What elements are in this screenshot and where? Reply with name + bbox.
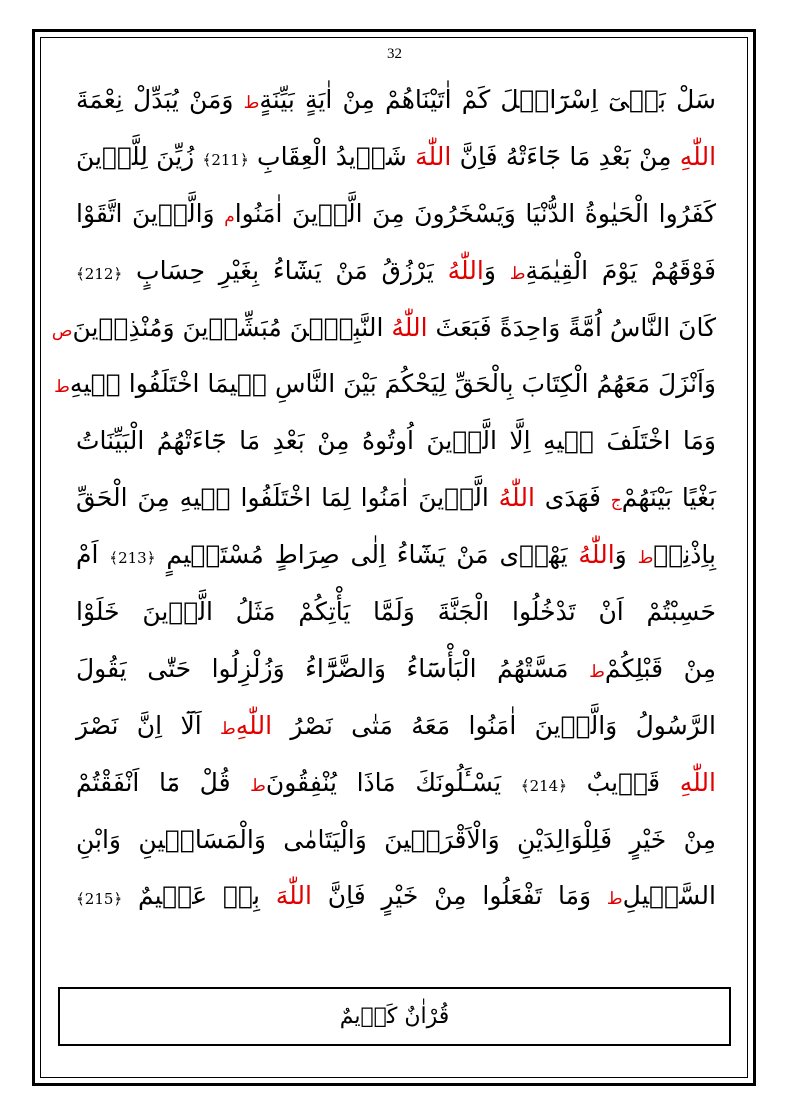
verse-segment: مِنْ خَيْرٍ فَلِلْوَالِدَيْنِ وَالْاَقْرَبٖينَ وَالْيَتَامٰى وَالْمَسَاكٖينِ وَابْنِ bbox=[76, 824, 716, 854]
divine-name: اللّٰهُ bbox=[578, 540, 615, 570]
verse-segment: يَرْزُقُ مَنْ يَشَٓاءُ بِغَيْرِ حِسَابٍ bbox=[122, 255, 448, 285]
verse-segment: شَدٖيدُ الْعِقَابِ bbox=[248, 141, 416, 171]
divine-name: اللّٰهُ bbox=[447, 255, 484, 285]
pause-mark: ط bbox=[509, 263, 526, 284]
verse-segment: وَ bbox=[483, 255, 510, 285]
page-number: 32 bbox=[387, 46, 402, 62]
pause-mark: ص bbox=[51, 320, 73, 341]
verse-line bbox=[76, 72, 716, 129]
divine-name: اللّٰهِ bbox=[679, 767, 716, 797]
verse-segment: زُيِّنَ لِلَّذٖينَ bbox=[76, 141, 203, 171]
verse-line bbox=[76, 812, 716, 869]
verse-line bbox=[76, 129, 716, 186]
verse-line bbox=[54, 356, 716, 413]
verse-segment: فَوْقَهُمْ يَوْمَ الْقِيٰمَةِ bbox=[525, 255, 716, 285]
pause-mark: ط bbox=[637, 548, 654, 569]
verse-text-block bbox=[51, 72, 717, 925]
verse-segment: وَاَنْزَلَ مَعَهُمُ الْكِتَابَ بِالْحَقِّ لِيَحْكُمَ بَيْنَ النَّاسِ فٖيمَا اخْتَلَفُوا فٖيهِ bbox=[69, 369, 716, 399]
verse-line bbox=[76, 698, 716, 755]
verse-segment: قُلْ مَٓا اَنْفَقْتُمْ bbox=[76, 767, 251, 797]
verse-segment: فَهَدَى bbox=[534, 483, 611, 513]
verse-segment: مِنْ قَبْلِكُمْ bbox=[604, 653, 716, 683]
verse-line bbox=[76, 413, 716, 470]
verse-segment: حَسِبْتُمْ اَنْ تَدْخُلُوا الْجَنَّةَ وَلَمَّا يَأْتِكُمْ مَثَلُ الَّذٖينَ خَلَوْا bbox=[76, 597, 716, 627]
verse-segment: بِهٖ عَلٖيمٌ bbox=[122, 881, 276, 911]
verse-segment: وَمَا اخْتَلَفَ فٖيهِ اِلَّا الَّذٖينَ اُوتُوهُ مِنْ بَعْدِ مَا جَٓاءَتْهُمُ الْبَيِّنَاتُ bbox=[76, 426, 716, 456]
pause-mark: م bbox=[224, 206, 235, 227]
verse-segment: اَمْ bbox=[76, 540, 110, 570]
verse-number: ﴿214﴾ bbox=[520, 776, 567, 795]
verse-segment: كَفَرُوا الْحَيٰوةُ الدُّنْيَا وَيَسْخَرُونَ مِنَ الَّذٖينَ اٰمَنُوا bbox=[234, 198, 716, 228]
verse-line bbox=[76, 243, 716, 300]
verse-line bbox=[76, 527, 716, 584]
verse-segment: يَهْدٖى مَنْ يَشَٓاءُ اِلٰى صِرَاطٍ مُسْتَقٖيمٍ bbox=[155, 540, 579, 570]
divine-name: اللّٰهَ bbox=[275, 881, 312, 911]
verse-line bbox=[76, 641, 716, 698]
verse-segment: مِنْ بَعْدِ مَا جَٓاءَتْهُ فَاِنَّ bbox=[451, 141, 680, 171]
verse-number: ﴿212﴾ bbox=[76, 264, 123, 283]
verse-number: ﴿213﴾ bbox=[109, 549, 156, 568]
pause-mark: ط bbox=[250, 775, 266, 796]
verse-segment: السَّبٖيلِ bbox=[622, 881, 716, 911]
divine-name: اللّٰهَ bbox=[415, 141, 452, 171]
verse-segment: كَانَ النَّاسُ اُمَّةً وَاحِدَةً فَبَعَثَ bbox=[427, 312, 716, 342]
verse-segment: وَ bbox=[614, 540, 638, 570]
pause-mark: ط bbox=[606, 889, 623, 910]
pause-mark: ط bbox=[54, 377, 70, 398]
verse-line bbox=[76, 584, 716, 641]
verse-number: ﴿215﴾ bbox=[76, 890, 123, 909]
verse-segment: بَغْيًا بَيْنَهُمْ bbox=[621, 483, 717, 513]
verse-segment: قَرٖيبٌ bbox=[567, 767, 680, 797]
footer-box bbox=[58, 987, 731, 1046]
verse-segment: سَلْ بَنٖىٓ اِسْرَٓائٖلَ كَمْ اٰتَيْنَاهُمْ مِنْ اٰيَةٍ بَيِّنَةٍ bbox=[259, 85, 716, 114]
verse-segment: وَمَنْ يُبَدِّلْ نِعْمَةَ bbox=[76, 85, 244, 114]
pause-mark: ط bbox=[589, 661, 605, 682]
verse-line bbox=[76, 868, 716, 925]
verse-segment: مَسَّتْهُمُ الْبَأْسَٓاءُ وَالضَّرَّٓاءُ وَزُلْزِلُوا حَتّٰى يَقُولَ bbox=[76, 653, 590, 683]
divine-name: اللّٰهِ bbox=[235, 710, 273, 740]
verse-line bbox=[76, 755, 716, 812]
verse-number: ﴿211﴾ bbox=[202, 150, 249, 169]
divine-name: اللّٰهِ bbox=[679, 141, 717, 171]
verse-segment: الَّذٖينَ اٰمَنُوا لِمَا اخْتَلَفُوا فٖيهِ مِنَ الْحَقِّ bbox=[76, 483, 499, 513]
verse-segment: اَلَٓا اِنَّ نَصْرَ bbox=[76, 710, 221, 740]
verse-line bbox=[76, 470, 716, 527]
verse-line bbox=[51, 300, 716, 357]
verse-segment: وَالَّذٖينَ اتَّقَوْا bbox=[76, 198, 225, 228]
divine-name: اللّٰهُ bbox=[498, 483, 535, 513]
verse-segment: يَسْـَٔلُونَكَ مَاذَا يُنْفِقُونَ bbox=[265, 767, 521, 797]
pause-mark: ط bbox=[220, 718, 236, 739]
verse-segment: النَّبِيّٖنَ مُبَشِّرٖينَ وَمُنْذِرٖينَ bbox=[72, 312, 392, 342]
verse-segment: الرَّسُولُ وَالَّذٖينَ اٰمَنُوا مَعَهُ مَتٰى نَصْرُ bbox=[272, 710, 716, 740]
verse-segment: وَمَا تَفْعَلُوا مِنْ خَيْرٍ فَاِنَّ bbox=[312, 881, 607, 911]
verse-segment: بِاِذْنِهٖ bbox=[653, 540, 716, 570]
pause-mark: ج bbox=[610, 491, 622, 512]
footer-title: قُرْاٰنٌ كَرٖيمٌ bbox=[339, 1004, 450, 1029]
divine-name: اللّٰهُ bbox=[391, 312, 428, 342]
pause-mark: ط bbox=[243, 93, 260, 113]
verse-line bbox=[76, 186, 716, 243]
